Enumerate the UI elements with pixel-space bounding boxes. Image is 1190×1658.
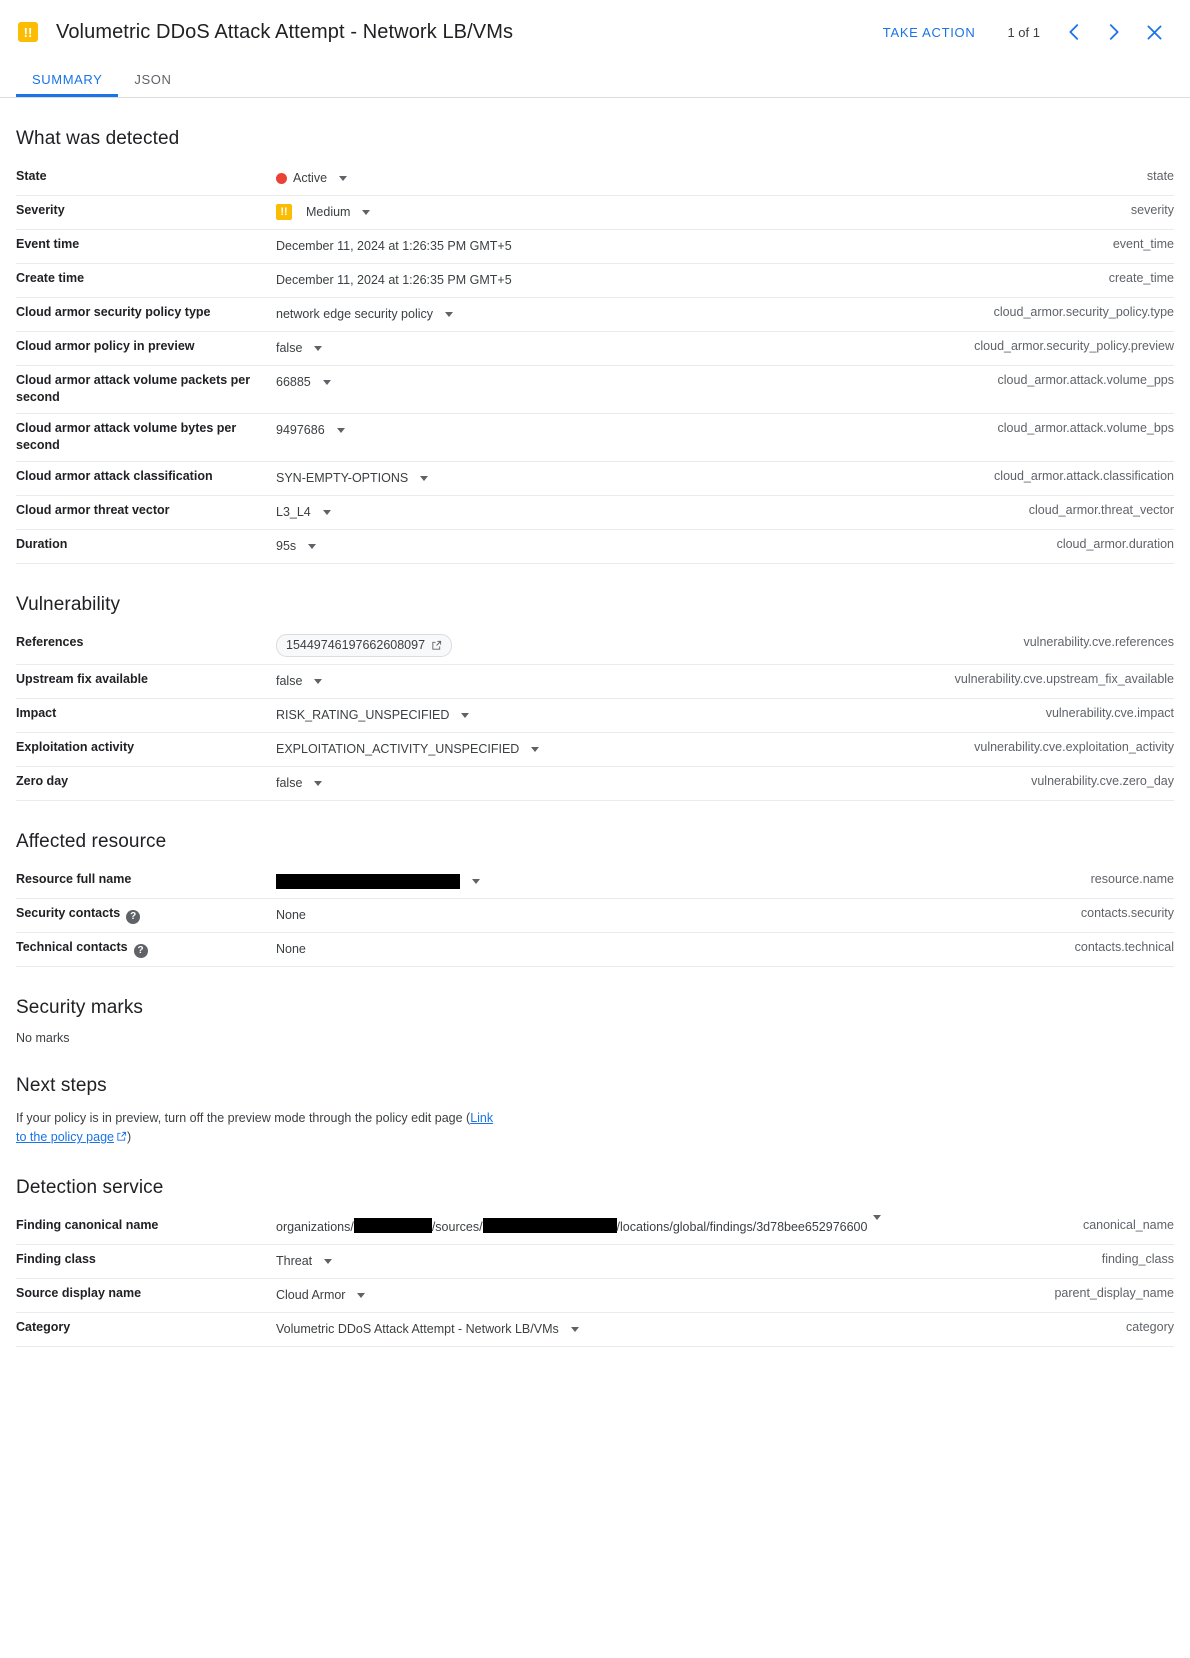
row-value — [276, 1279, 964, 1313]
row-path: cloud_armor.security_policy.preview — [974, 339, 1174, 353]
row-value — [276, 230, 964, 264]
table-row — [16, 414, 1174, 462]
row-key: Category — [16, 1320, 71, 1334]
row-path: parent_display_name — [1054, 1286, 1174, 1300]
redacted-resource-name — [276, 874, 460, 889]
security-marks-empty: No marks — [16, 1031, 70, 1045]
row-path: canonical_name — [1082, 1218, 1174, 1232]
table-row — [16, 1279, 1174, 1313]
table-row — [16, 1245, 1174, 1279]
tab-json[interactable]: JSON — [134, 72, 172, 87]
section-title-detection-service: Detection service — [16, 1177, 164, 1198]
chevron-down-icon[interactable] — [873, 1215, 881, 1234]
chevron-left-icon[interactable] — [1054, 12, 1094, 52]
row-value-text: 9497686 — [276, 422, 325, 437]
row-key: Cloud armor security policy type — [16, 305, 211, 319]
tab-bar — [0, 64, 1190, 98]
chevron-down-icon[interactable] — [337, 428, 345, 433]
pager-count: 1 of 1 — [1007, 24, 1040, 40]
vulnerability-table — [16, 628, 1174, 801]
section-title-vulnerability: Vulnerability — [16, 594, 121, 615]
severity-medium-icon: !! — [276, 204, 292, 220]
row-value-text: 95s — [276, 538, 297, 553]
row-key: Zero day — [16, 774, 69, 788]
table-row — [16, 1313, 1174, 1347]
row-value — [276, 196, 964, 230]
help-icon[interactable]: ? — [126, 910, 140, 924]
row-value — [276, 933, 964, 967]
table-row — [16, 767, 1174, 801]
row-key: Upstream fix available — [16, 672, 149, 686]
content-area — [0, 128, 1190, 1347]
row-path: cloud_armor.attack.classification — [994, 469, 1174, 483]
tab-summary[interactable]: SUMMARY — [16, 72, 118, 97]
row-key: Resource full name — [16, 872, 132, 886]
row-value — [276, 496, 964, 530]
row-value — [276, 628, 955, 665]
row-value-text: Cloud Armor — [276, 1287, 346, 1302]
row-key: Impact — [16, 706, 57, 720]
take-action-button[interactable]: TAKE ACTION — [882, 24, 976, 40]
next-steps-prefix: If your policy is in preview, turn off the preview mode through the policy edit page ( — [16, 1111, 471, 1125]
row-value-text: false — [276, 775, 303, 790]
chevron-down-icon[interactable] — [571, 1327, 579, 1332]
table-row — [16, 496, 1174, 530]
detection-service-table — [16, 1211, 1174, 1347]
row-value — [276, 1211, 964, 1245]
page-header — [0, 0, 1190, 64]
row-value-text: December 11, 2024 at 1:26:35 PM GMT+5 — [276, 272, 512, 287]
section-title-security-marks: Security marks — [16, 997, 144, 1018]
chevron-down-icon[interactable] — [357, 1293, 365, 1298]
row-key: Event time — [16, 237, 80, 251]
row-value-text: Medium — [306, 204, 351, 219]
row-value — [276, 767, 955, 801]
row-value — [276, 1245, 964, 1279]
row-value-text: Active — [293, 170, 328, 185]
row-value — [276, 1313, 964, 1347]
row-value-text: false — [276, 340, 303, 355]
detected-table — [16, 162, 1174, 564]
row-value — [276, 699, 955, 733]
canonical-suffix: /locations/global/findings/3d78bee652976600 — [616, 1220, 868, 1234]
external-link-icon — [116, 1131, 127, 1142]
row-path: severity — [1130, 203, 1174, 217]
section-title-affected-resource: Affected resource — [16, 831, 167, 852]
table-row — [16, 933, 1174, 967]
row-value — [276, 733, 955, 767]
row-path: vulnerability.cve.upstream_fix_available — [954, 672, 1174, 686]
row-value-text: false — [276, 673, 303, 688]
row-value — [276, 665, 955, 699]
chevron-down-icon[interactable] — [324, 1259, 332, 1264]
row-path: contacts.technical — [1074, 940, 1174, 954]
cve-reference-chip[interactable] — [276, 634, 452, 657]
row-key: Cloud armor attack volume packets per second — [16, 373, 251, 404]
external-link-icon — [431, 640, 442, 651]
table-row — [16, 865, 1174, 899]
table-row — [16, 162, 1174, 196]
row-value — [276, 298, 964, 332]
chevron-down-icon[interactable] — [323, 380, 331, 385]
row-path: contacts.security — [1080, 906, 1174, 920]
row-value — [276, 332, 964, 366]
severity-icon: !! — [18, 22, 38, 42]
row-value — [276, 162, 964, 196]
table-row — [16, 628, 1174, 665]
affected-resource-table — [16, 865, 1174, 967]
table-row — [16, 196, 1174, 230]
row-value — [276, 899, 964, 933]
help-icon[interactable]: ? — [134, 944, 148, 958]
row-key — [16, 933, 276, 967]
row-key: Cloud armor threat vector — [16, 503, 170, 517]
table-row — [16, 665, 1174, 699]
chevron-down-icon[interactable] — [323, 510, 331, 515]
row-key: Create time — [16, 271, 85, 285]
page-title: Volumetric DDoS Attack Attempt - Network LB/VMs — [56, 20, 514, 43]
chevron-down-icon[interactable] — [461, 713, 469, 718]
row-key: Cloud armor attack volume bytes per second — [16, 421, 237, 452]
redacted-org-id — [354, 1218, 432, 1233]
row-path: create_time — [1108, 271, 1174, 285]
row-value — [276, 530, 964, 564]
row-key: Cloud armor policy in preview — [16, 339, 195, 353]
table-row — [16, 1211, 1174, 1245]
row-path: cloud_armor.threat_vector — [1028, 503, 1174, 517]
row-key-text: Technical contacts — [16, 940, 128, 954]
section-title-next-steps: Next steps — [16, 1075, 107, 1096]
state-active-dot-icon — [276, 173, 287, 184]
row-path: cloud_armor.attack.volume_bps — [997, 421, 1174, 435]
row-value — [276, 865, 964, 899]
chevron-down-icon[interactable] — [314, 679, 322, 684]
chevron-down-icon[interactable] — [420, 476, 428, 481]
row-key: State — [16, 169, 47, 183]
chevron-down-icon[interactable] — [308, 544, 316, 549]
row-path: vulnerability.cve.exploitation_activity — [974, 740, 1174, 754]
row-key: Finding class — [16, 1252, 96, 1266]
row-path: category — [1126, 1320, 1174, 1334]
row-path: resource.name — [1090, 872, 1174, 886]
row-key: Source display name — [16, 1286, 142, 1300]
row-path: event_time — [1112, 237, 1174, 251]
row-path: state — [1146, 169, 1174, 183]
row-path: vulnerability.cve.zero_day — [1031, 774, 1174, 788]
row-value-text: network edge security policy — [276, 306, 434, 321]
table-row — [16, 462, 1174, 496]
row-value — [276, 462, 964, 496]
row-path: vulnerability.cve.impact — [1045, 706, 1174, 720]
row-path: cloud_armor.attack.volume_pps — [997, 373, 1174, 387]
table-row — [16, 699, 1174, 733]
table-row — [16, 366, 1174, 414]
row-value — [276, 366, 964, 414]
row-value — [276, 264, 964, 298]
row-value-text: December 11, 2024 at 1:26:35 PM GMT+5 — [276, 238, 512, 253]
chevron-down-icon[interactable] — [445, 312, 453, 317]
row-key: References — [16, 635, 84, 649]
row-value-text: L3_L4 — [276, 504, 311, 519]
row-key: Duration — [16, 537, 68, 551]
row-key — [16, 899, 276, 933]
table-row — [16, 298, 1174, 332]
chevron-down-icon[interactable] — [362, 210, 370, 215]
row-value-text: RISK_RATING_UNSPECIFIED — [276, 707, 450, 722]
row-key-text: Security contacts — [16, 906, 121, 920]
row-value-text: None — [276, 907, 306, 922]
row-key: Finding canonical name — [16, 1218, 159, 1232]
section-title-detected: What was detected — [16, 128, 180, 149]
next-steps-text — [16, 1109, 506, 1147]
next-steps-suffix: ) — [127, 1130, 132, 1144]
table-row — [16, 332, 1174, 366]
table-row — [16, 530, 1174, 564]
table-row — [16, 733, 1174, 767]
canonical-mid: /sources/ — [431, 1220, 483, 1234]
row-path: cloud_armor.duration — [1056, 537, 1174, 551]
redacted-source-id — [483, 1218, 617, 1233]
row-value-text: None — [276, 941, 306, 956]
cve-reference-text: 15449746197662608097 — [286, 638, 426, 652]
row-value-text: SYN-EMPTY-OPTIONS — [276, 470, 409, 485]
row-value-text: Threat — [276, 1253, 313, 1268]
canonical-prefix: organizations/ — [276, 1220, 354, 1234]
table-row — [16, 230, 1174, 264]
chevron-down-icon[interactable] — [314, 781, 322, 786]
row-value-text: EXPLOITATION_ACTIVITY_UNSPECIFIED — [276, 741, 520, 756]
row-key: Severity — [16, 203, 65, 217]
row-value-text: Volumetric DDoS Attack Attempt - Network LB/VMs — [276, 1321, 559, 1336]
row-path: vulnerability.cve.references — [1023, 635, 1174, 649]
row-value — [276, 414, 964, 462]
chevron-down-icon[interactable] — [314, 346, 322, 351]
table-row — [16, 264, 1174, 298]
row-key: Cloud armor attack classification — [16, 469, 213, 483]
row-path: finding_class — [1101, 1252, 1174, 1266]
row-path: cloud_armor.security_policy.type — [993, 305, 1174, 319]
row-key: Exploitation activity — [16, 740, 135, 754]
chevron-down-icon[interactable] — [472, 879, 480, 884]
row-value-text: 66885 — [276, 374, 311, 389]
policy-page-link-text: Link to the policy page — [16, 1111, 494, 1144]
close-icon[interactable] — [1134, 12, 1174, 52]
chevron-right-icon[interactable] — [1094, 12, 1134, 52]
chevron-down-icon[interactable] — [531, 747, 539, 752]
chevron-down-icon[interactable] — [339, 176, 347, 181]
table-row — [16, 899, 1174, 933]
